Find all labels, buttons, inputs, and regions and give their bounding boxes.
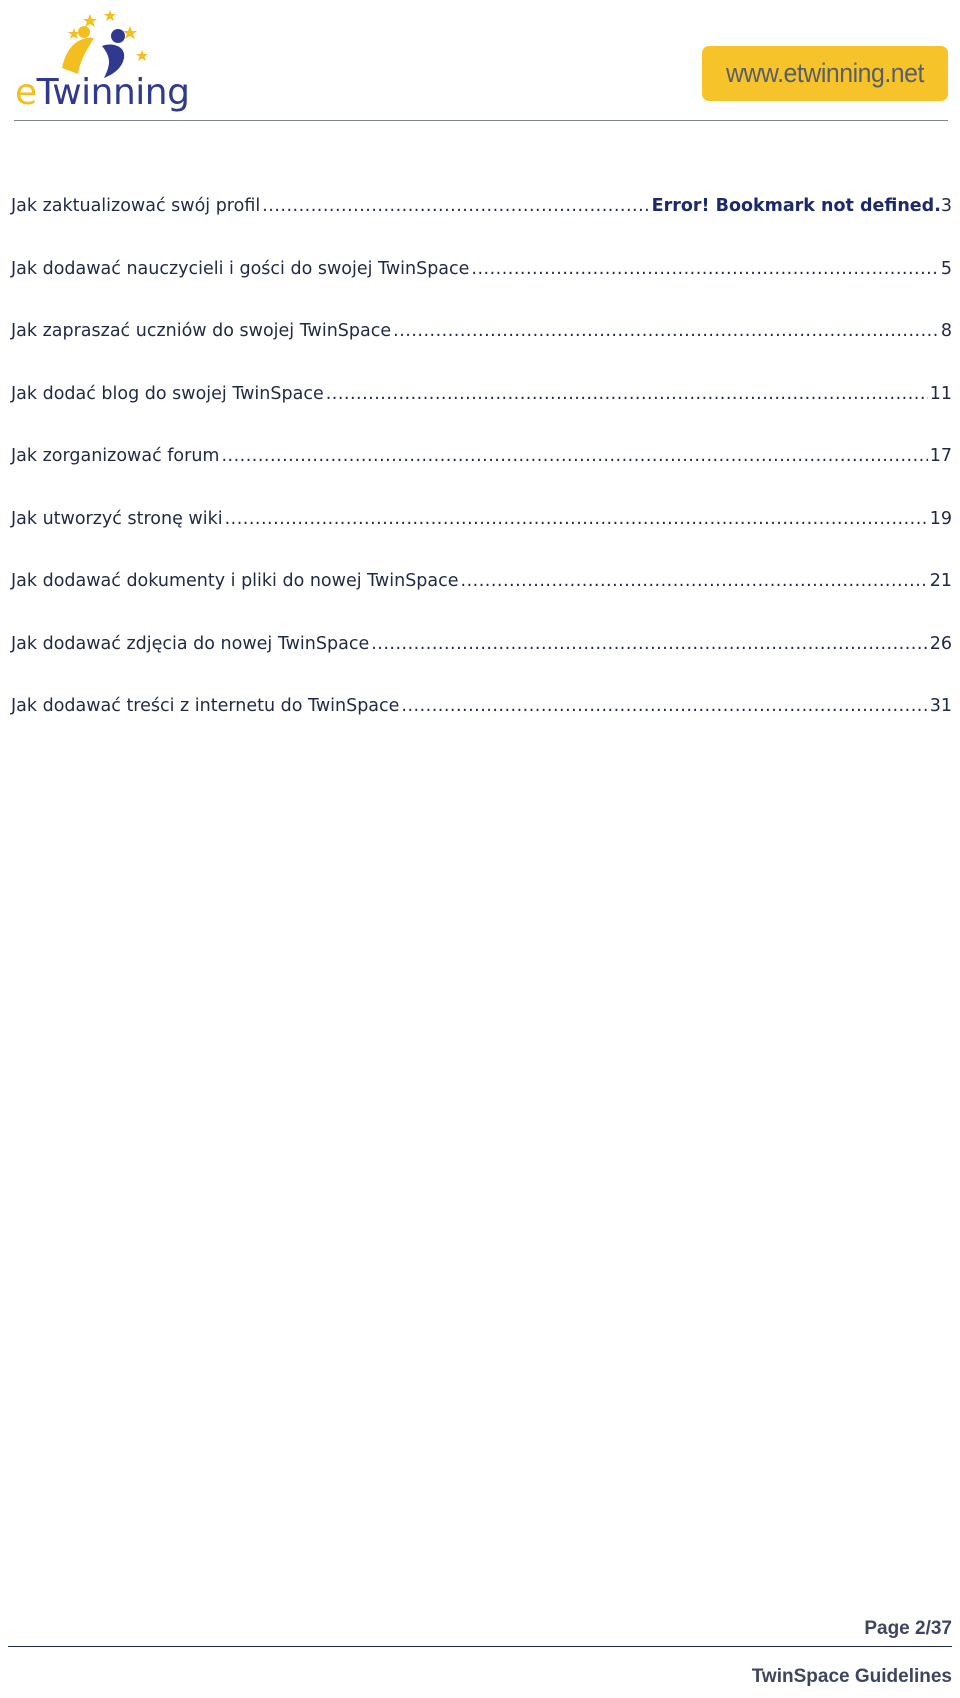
- toc-entry[interactable]: [11, 571, 952, 634]
- toc-entry-title: Jak dodawać zdjęcia do nowej TwinSpace: [11, 633, 370, 654]
- toc-entry[interactable]: [11, 196, 952, 259]
- toc-entry[interactable]: [11, 696, 952, 759]
- toc-entry[interactable]: [11, 634, 952, 697]
- toc-entry-page: 31: [929, 696, 952, 716]
- header-divider: [14, 120, 948, 121]
- toc-entry-title: Jak zapraszać uczniów do swojej TwinSpace: [11, 321, 392, 341]
- table-of-contents: [11, 196, 952, 759]
- toc-leader-dots: [371, 634, 928, 654]
- toc-entry-title: Jak dodawać nauczycieli i gości do swojej TwinSpace: [11, 258, 470, 279]
- toc-entry-title: Jak dodawać dokumenty i pliki do nowej TwinSpace: [11, 571, 459, 591]
- toc-entry[interactable]: [11, 384, 952, 447]
- toc-entry-title: Jak dodawać treści z internetu do TwinSpace: [11, 696, 400, 716]
- toc-entry-page: 8: [940, 321, 952, 341]
- toc-entry-page: 19: [929, 508, 952, 529]
- toc-leader-dots: [461, 571, 928, 591]
- toc-entry-title: Jak zaktualizować swój profil: [11, 196, 261, 216]
- toc-entry-page: 11: [929, 383, 952, 404]
- toc-entry-page: [652, 196, 952, 216]
- logo-wordmark-e: e: [15, 72, 37, 113]
- toc-leader-dots: [326, 384, 928, 404]
- page-number: Page 2/37: [864, 1618, 952, 1639]
- toc-entry[interactable]: [11, 509, 952, 572]
- toc-leader-dots: [221, 446, 927, 466]
- toc-entry[interactable]: [11, 259, 952, 322]
- toc-leader-dots: [401, 696, 927, 716]
- website-url-badge: [702, 46, 948, 101]
- toc-entry-page-number: 3: [940, 196, 952, 216]
- toc-bookmark-error: Error! Bookmark not defined.: [651, 196, 941, 216]
- toc-leader-dots: [262, 196, 649, 216]
- toc-entry[interactable]: [11, 446, 952, 509]
- logo-wordmark-rest: Twinning: [36, 72, 190, 113]
- toc-entry-page: 26: [929, 633, 952, 654]
- toc-entry-page: 5: [940, 258, 952, 279]
- etwinning-emblem-icon: [32, 8, 162, 80]
- etwinning-logo: [12, 8, 190, 116]
- document-footer-title: TwinSpace Guidelines: [751, 1666, 952, 1687]
- toc-entry-title: Jak dodać blog do swojej TwinSpace: [11, 383, 324, 404]
- toc-entry-page: 21: [929, 571, 952, 591]
- toc-entry-page: 17: [929, 446, 952, 466]
- toc-entry-title: Jak zorganizować forum: [11, 446, 220, 466]
- footer-divider: [8, 1646, 952, 1647]
- toc-entry[interactable]: [11, 321, 952, 384]
- toc-entry-title: Jak utworzyć stronę wiki: [11, 508, 223, 529]
- toc-leader-dots: [471, 259, 938, 279]
- logo-wordmark: [15, 72, 189, 113]
- toc-leader-dots: [393, 321, 939, 341]
- toc-leader-dots: [225, 509, 928, 529]
- website-url-text: www.etwinning.net: [726, 58, 924, 88]
